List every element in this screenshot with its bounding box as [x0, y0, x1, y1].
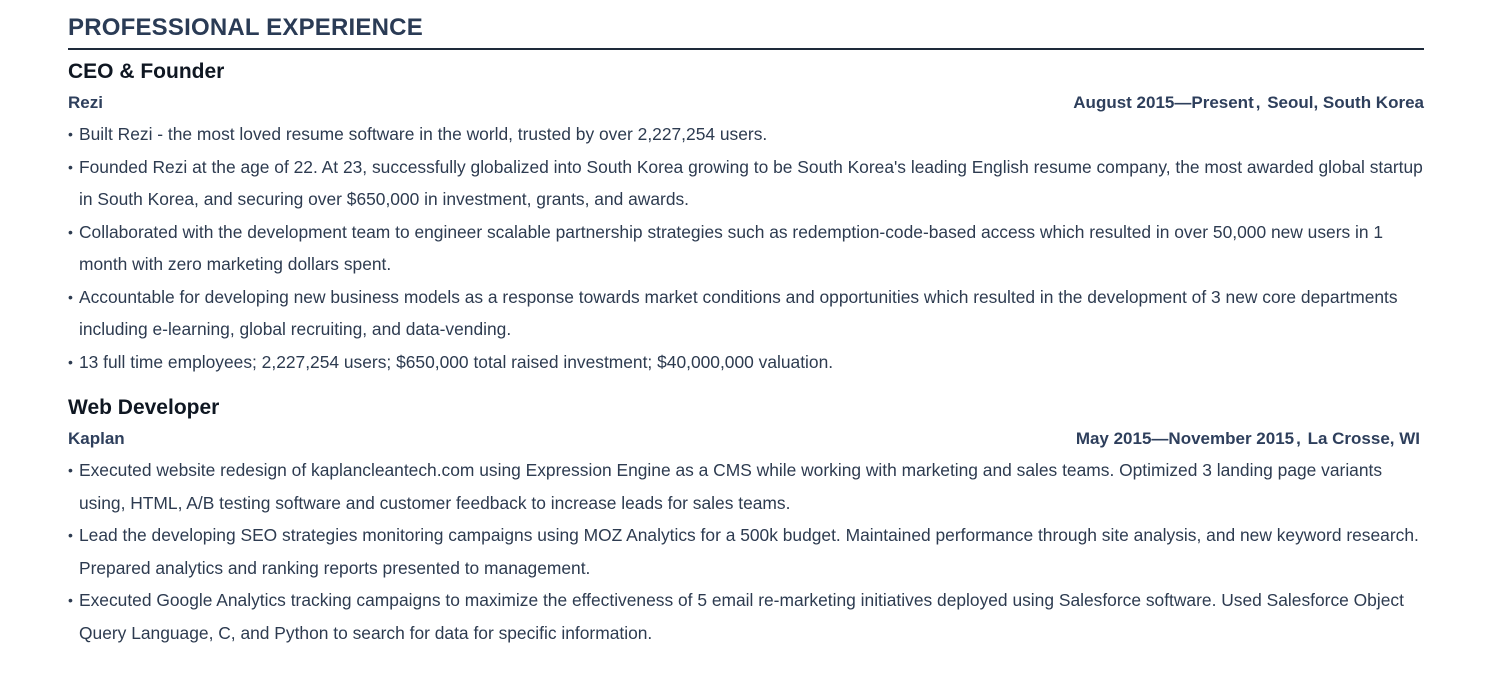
list-item: [68, 216, 1424, 281]
bullet-icon: •: [68, 353, 73, 370]
bullet-icon: •: [68, 462, 73, 478]
meta-separator: ,: [1296, 429, 1301, 448]
job-entry-web-developer: [68, 394, 1424, 649]
job-title: Web Developer: [68, 396, 220, 419]
bullet-text: Executed website redesign of kaplancleantech.com using Expression Engine as a CMS while working with marketing and sales teams. Optimized 3 landing page variants using, HTML, A/B testing software and customer feedback to increase leads for sales teams.: [79, 460, 1383, 513]
bullet-text: Built Rezi - the most loved resume software in the world, trusted by over 2,227,254 users.: [79, 124, 768, 144]
bullet-icon: •: [68, 288, 73, 305]
list-item: [68, 281, 1424, 346]
job-location: Seoul, South Korea: [1267, 93, 1424, 112]
list-item: [68, 584, 1424, 649]
job-dates: August 2015—Present: [1073, 93, 1254, 112]
job-location: La Crosse, WI: [1307, 429, 1420, 448]
bullet-icon: •: [68, 527, 73, 543]
job-meta: [68, 86, 1424, 114]
bullet-text: 13 full time employees; 2,227,254 users; $650,000 total raised investment; $40,000,000 valuation.: [79, 351, 834, 372]
company-name: Rezi: [68, 93, 103, 112]
list-item: [68, 151, 1424, 216]
job-title: CEO & Founder: [68, 60, 225, 83]
list-item: [68, 454, 1424, 519]
list-item: [68, 346, 1424, 379]
meta-separator: ,: [1255, 93, 1261, 112]
list-item: [68, 519, 1424, 584]
job-bullets: [68, 118, 1424, 378]
job-dates: May 2015—November 2015: [1075, 429, 1295, 448]
job-dates-location: [1073, 92, 1424, 114]
job-meta: [68, 422, 1424, 450]
bullet-icon: •: [68, 223, 73, 240]
job-dates-location: [1076, 428, 1420, 450]
bullet-text: Lead the developing SEO strategies monitoring campaigns using MOZ Analytics for a 500k budget. Maintained performance through site analysis, and new keyword research. Prepared analytics and ranking reports presented to management.: [79, 525, 1419, 578]
bullet-text: Accountable for developing new business models as a response towards market conditions and opportunities which resulted in the development of 3 new core departments including e-learning, global recruiting, and data-vending.: [79, 286, 1398, 339]
bullet-icon: •: [68, 592, 73, 608]
bullet-text: Collaborated with the development team to engineer scalable partnership strategies such as redemption-code-based access which resulted in over 50,000 new users in 1 month with zero marketing dollars spent.: [79, 221, 1384, 274]
company-name: Kaplan: [68, 429, 125, 448]
section-title: PROFESSIONAL EXPERIENCE: [68, 14, 423, 41]
bullet-text: Founded Rezi at the age of 22. At 23, successfully globalized into South Korea growing to be South Korea's leading English resume company, the most awarded global startup in South Korea, and securing over $650,000 in investment, grants, and awards.: [79, 156, 1423, 209]
job-entry-ceo: [68, 58, 1424, 378]
bullet-icon: •: [68, 158, 73, 175]
bullet-icon: •: [68, 126, 73, 142]
list-item: [68, 118, 1424, 151]
job-bullets: [68, 454, 1424, 649]
section-divider: [68, 48, 1424, 50]
bullet-text: Executed Google Analytics tracking campaigns to maximize the effectiveness of 5 email re-marketing initiatives deployed using Salesforce software. Used Salesforce Object Query Language, C, and Python to search for data for specific information.: [79, 590, 1404, 643]
